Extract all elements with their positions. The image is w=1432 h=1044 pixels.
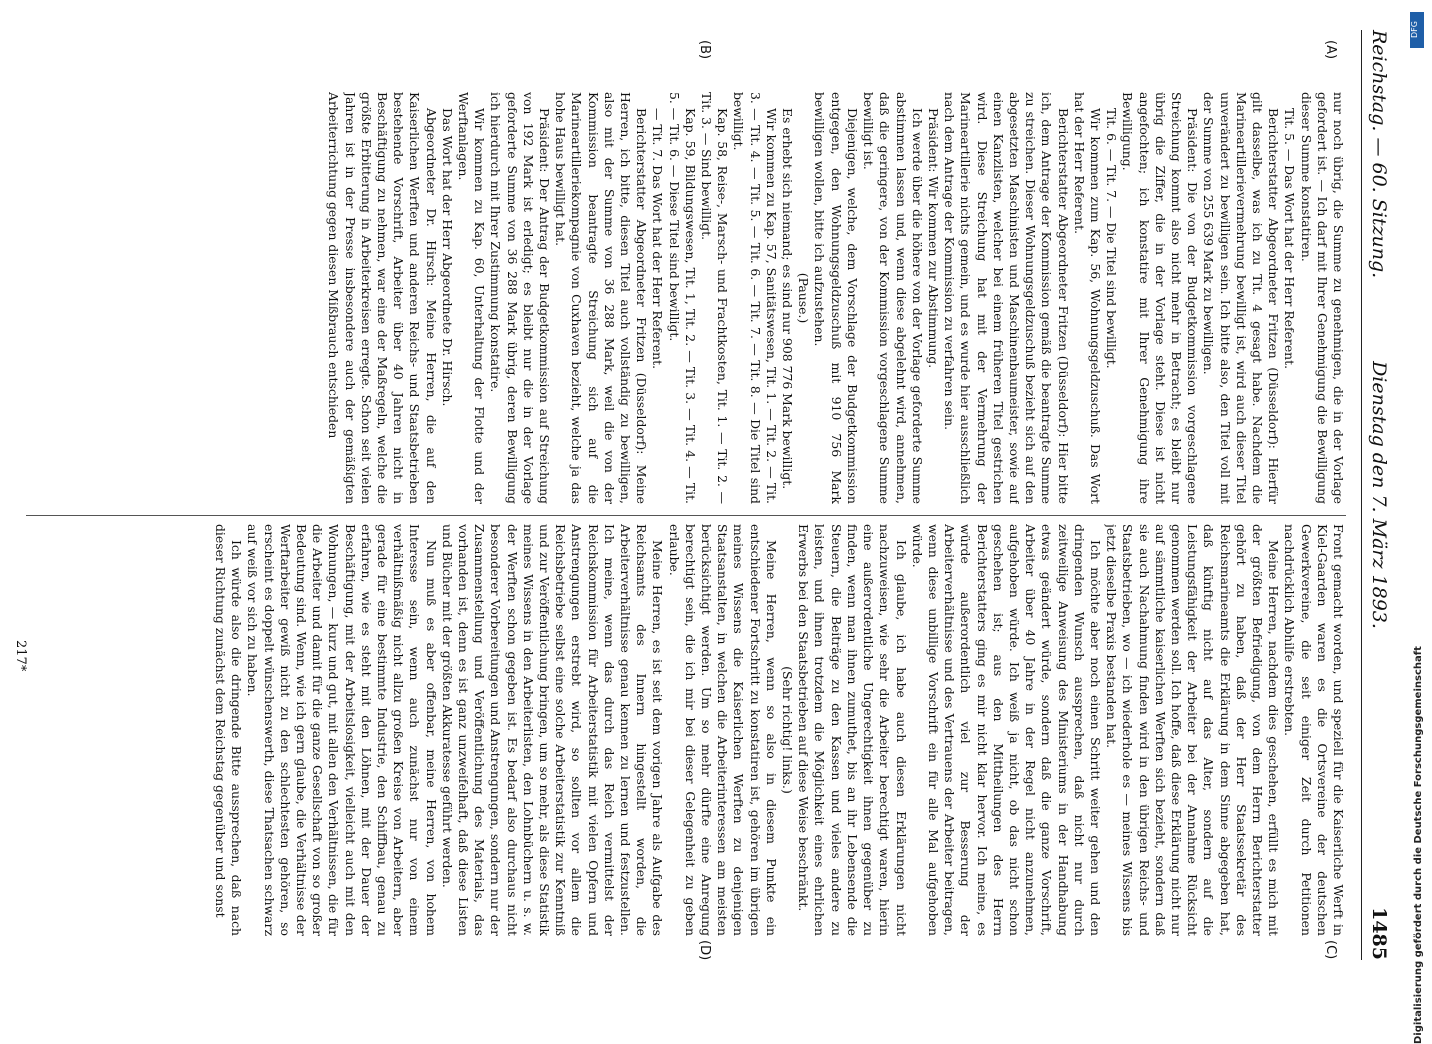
margin-mark-d: (D) (697, 940, 712, 961)
dfg-logo: DFG (1410, 12, 1424, 48)
paragraph: Ich möchte aber noch einen Schritt weiter gehen und den dringenden Wunsch aussprechen, daß nicht nur durch zeitweilige Anweisung des Ministeriums in der Handhabung etwas geändert würde, sondern daß die ganze Vorschrift, Arbeiter über 40 Jahre in der Regel nicht anzunehmen, aufgehoben würde. Ich weiß ja nicht, ob das nicht schon geschehen ist; aus den Mittheilungen des Herrn Berichterstatters ging es mir nicht klar hervor. Ich meine, es würde außerordentlich viel zur Besserung der Arbeiterverhältnisse und des Vertrauens der Arbeiter beitragen, wenn diese unbillige Vorschrift ein für alle Mal aufgehoben würde. (909, 524, 1103, 936)
sidebar-credit: Digitalisierung gefördert durch die Deutsche Forschungsgemeinschaft (1413, 646, 1424, 1044)
paragraph: Ich würde also die dringende Bitte aussprechen, daß nach dieser Richtung zunächst dem Reichstag gegenüber und sonst (212, 524, 245, 936)
paragraph: Nun muß es aber offenbar, meine Herren, von hohem Interesse sein, wenn auch zunächst nur von einem verhältnißmäßig nicht allzu großen Kreise von Arbeitern, aber gerade für eine bestimmte Industrie, den Schiffbau, genau zu erfahren, wie es steht mit den Löhnen, mit der Dauer der Beschäftigung, mit der Arbeitslosigkeit, vielleicht auch mit den Wohnungen, — kurz und gut, mit allen den Verhältnissen, die für die Arbeiter und damit für die ganze Gesellschaft von so großer Bedeutung sind. Wenn, wie ich gern glaube, die Verhältnisse der Werftarbeiter gewiß nicht zu den schlechtesten gehören, so erscheint es doppelt wünschenswerth, diese Thatsachen schwarz auf weiß vor sich zu haben. (245, 524, 439, 936)
paragraph: Tit. 6. — Tit. 7. — Die Titel sind bewilligt. (1104, 108, 1120, 369)
paragraph: Wir kommen zu Kap. 57, Sanitätswesen, Tit. 1. — Tit. 2. — Tit. 3. — Tit. 4. — Tit. 5. — Tit. 6. — Tit. 7. — Tit. 8. — Die Titel sind bewilligt. (731, 92, 779, 504)
paragraph: Das Wort hat der Herr Abgeordnete Dr. Hirsch. (439, 108, 455, 407)
stage-direction: (Sehr richtig! links.) (780, 666, 796, 794)
paragraph: Meine Herren, wenn so also in diesem Punkte ein entschiedener Fortschritt zu konstatiren ist, gehören im übrigen meines Wissens die Kaiserlichen Werften zu denjenigen Staatsanstalten, in welchen die Arbeiterinteressen am meisten berücksichtigt werden. Um so mehr dürfte eine Anregung berechtigt sein, die ich mir bei dieser Gelegenheit zu geben erlaube. (666, 524, 779, 936)
paragraph: Meine Herren, nachdem dies geschehen, erfüllt es mich mit der größten Befriedigung, von dem Herrn Berichterstatter gehört zu haben, daß der Herr Staatssekretär des Reichsmarineamts die Erklärung in dem Sinne abgegeben hat, daß künftig nicht auf das Alter, sondern auf die Leistungsfähigkeit der Arbeiter bei der Annahme Rücksicht genommen werden soll. Ich hoffe, daß diese Erklärung nicht nur auf sämmtliche kaiserlichen Werften sich bezieht, sondern daß sie auch Nachahmung finden wird in den übrigen Reichs- und Staatsbetrieben, wo — ich wiederhole es — meines Wissens bis jetzt dieselbe Praxis bestanden hat. (1104, 524, 1282, 936)
margin-mark-b: (B) (697, 40, 712, 60)
column-divider (26, 515, 1346, 516)
paragraph: Wir kommen zum Kap. 56, Wohnungsgeldzuschuß. Das Wort hat der Herr Referent. (1071, 92, 1103, 504)
paragraph: — Tit. 7. Das Wort hat der Herr Referent. (650, 108, 666, 370)
margin-mark-c: (C) (1323, 940, 1338, 960)
paragraph: Wir kommen zu Kap. 60, Unterhaltung der Flotte und der Werftanlagen. (456, 92, 488, 504)
paragraph: Präsident: Wir kommen zur Abstimmung. (925, 108, 941, 369)
paragraph: nur noch übrig, die Summe zu genehmigen, die in der Vorlage gefordert ist. — Ich darf mit Ihrer Genehmigung die Bewilligung dieser Summe konstatiren. (1298, 92, 1346, 504)
paragraph: Ich glaube, ich habe auch diesen Erklärungen nicht nachzuweisen, wie sehr die Arbeiter berechtigt waren, hierin eine außerordentliche Ungerechtigkeit ihnen gegenüber zu finden, wenn man ihnen zumuthet, bis an ihr Lebensende die Steuern, die Beiträge zu den Kassen und vieles andere zu leisten, und ihnen trotzdem die Möglichkeit eines ehrlichen Erwerbs bei den Staatsbetrieben auf diese Weise beschränkt. (796, 524, 909, 936)
header-left: Reichstag. — 60. Sitzung. (1368, 30, 1390, 279)
paragraph: Kap. 59, Bildungswesen, Tit. 1, Tit. 2. — Tit. 3. — Tit. 4. — Tit. 5. — Tit. 6. — Diese Titel sind bewilligt. (666, 92, 698, 504)
page-header (1361, 30, 1402, 960)
paragraph: Es erhebt sich niemand; es sind nur 908 776 Mark bewilligt. (780, 108, 796, 490)
paragraph: Diejenigen, welche, dem Vorschlage der Budgetkommission entgegen, den Wohnungsgeldzuschuß mit 910 756 Mark bewilligen wollen, bitte ich aufzustehen. (812, 92, 860, 504)
footer-signature: 217* (13, 640, 28, 672)
digitization-sidebar (1400, 6, 1430, 1044)
paragraph: Berichterstatter Abgeordneter Fritzen (Düsseldorf): Hier bitte ich, dem Antrage der Kommission gemäß die beantragte Summe zu streichen. Dieser Wohnungsgeldzuschuß bezieht sich auf den abgesetzten Maschinisten und Maschinenbaumeister, sowie auf einen Kanzlisten, welcher bei einem früheren Titel gestrichen wird. Diese Streichung hat mit der Vermehrung der Marineartillerie nichts gemein, und es wurde hier ausschließlich nach dem Antrage der Kommission zu verfahren sein. (942, 92, 1071, 504)
left-column (26, 92, 1346, 504)
paragraph: Ich werde über die höhere von der Vorlage geforderte Summe abstimmen lassen und, wenn diese abgelehnt wird, annehmen, daß die geringere, von der Kommission vorgeschlagene Summe bewilligt ist. (861, 92, 925, 504)
paragraph: Abgeordneter Dr. Hirsch: Meine Herren, die auf den Kaiserlichen Werften und anderen Reichs- und Staatsbetrieben bestehende Vorschrift, Arbeiter über 40 Jahren nicht in Beschäftigung zu nehmen, war eine der Maßregeln, welche die größte Erbitterung in Arbeiterkreisen erregte. Schon seit vielen Jahren ist in der Presse insbesondere auch der gemäßigten Arbeiterrichtung gegen diesen Mißbrauch entschieden (326, 92, 439, 504)
paragraph: Kap. 58, Reise-, Marsch- und Frachtkosten, Tit. 1. — Tit. 2. — Tit. 3. — Sind bewilligt. (699, 92, 731, 504)
paragraph: Präsident: Die von der Budgetkommission vorgeschlagene Streichung kommt also nicht mehr in Betracht; es bleibt nur übrig die Ziffer, die in der Vorlage steht. Diese ist nicht angefochten; ich konstatire mit Ihrer Genehmigung ihre Bewilligung. (1120, 92, 1201, 504)
paragraph: Berichterstatter Abgeordneter Fritzen (Düsseldorf): Meine Herren, ich bitte, diesen Titel auch vollständig zu bewilligen, also mit der Summe von 36 288 Mark, weil die von der Kommission beantragte Streichung sich auf die Marineartilleriekompagnie von Cuxhaven bezieht, welche ja das hohe Haus bewilligt hat. (553, 92, 650, 504)
paragraph: Tit. 5. — Das Wort hat der Herr Referent. (1282, 108, 1298, 370)
right-column (26, 524, 1346, 936)
page-number: 1485 (1368, 907, 1390, 960)
margin-mark-a: (A) (1323, 40, 1338, 60)
paragraph: Front gemacht worden, und speziell für die Kaiserliche Werft in Kiel-Gaarden waren es die Ortsvereine der deutschen Gewerkvereine, die seit einiger Zeit durch Petitionen nachdrücklich Abhilfe erstrebten. (1282, 524, 1346, 936)
paragraph: Meine Herren, es ist seit dem vorigen Jahre als Aufgabe des Reichsamts des Innern hingestellt worden, die Arbeiterverhältnisse genau kennen zu lernen und festzustellen. Ich meine, wenn das durch das Reich vermittelst der Reichskommission für Arbeiterstatistik mit vielen Opfern und Anstrengungen erstrebt wird, so sollten vor allem die Reichsbetriebe selbst eine solche Arbeiterstatistik zur Kenntniß und zur Veröffentlichung bringen, um so mehr, als diese Statistik meines Wissens in den Arbeiterlisten, den Lohnbüchern u. s. w. der Werften schon gegeben ist. Es bedarf also durchaus nicht besonderer Vorbereitungen und Anstrengungen, sondern nur der Zusammenstellung und Veröffentlichung des Materials, das vorhanden ist, denn es ist ganz unzweifelhaft, daß diese Listen und Bücher mit der größten Akkuratesse geführt werden. (439, 524, 666, 936)
header-date: Dienstag den 7. März 1893. (1368, 361, 1390, 629)
paragraph: Berichterstatter Abgeordneter Fritzen (Düsseldorf): Hierfür gilt dasselbe, was ich zu Tit. 4 gesagt habe. Nachdem die Marineartillerievermehrung bewilligt ist, wird auch dieser Titel unverändert zu bewilligen sein. Ich bitte also, den Titel voll mit der Summe von 255 639 Mark zu bewilligen. (1201, 92, 1282, 504)
paragraph: Präsident: Der Antrag der Budgetkommission auf Streichung von 192 Mark ist erledigt; es bleibt nur die in der Vorlage geforderte Summe von 36 288 Mark übrig, deren Bewilligung ich hierdurch mit Ihrer Zustimmung konstatire. (488, 92, 553, 504)
stage-direction: (Pause.) (796, 272, 812, 324)
